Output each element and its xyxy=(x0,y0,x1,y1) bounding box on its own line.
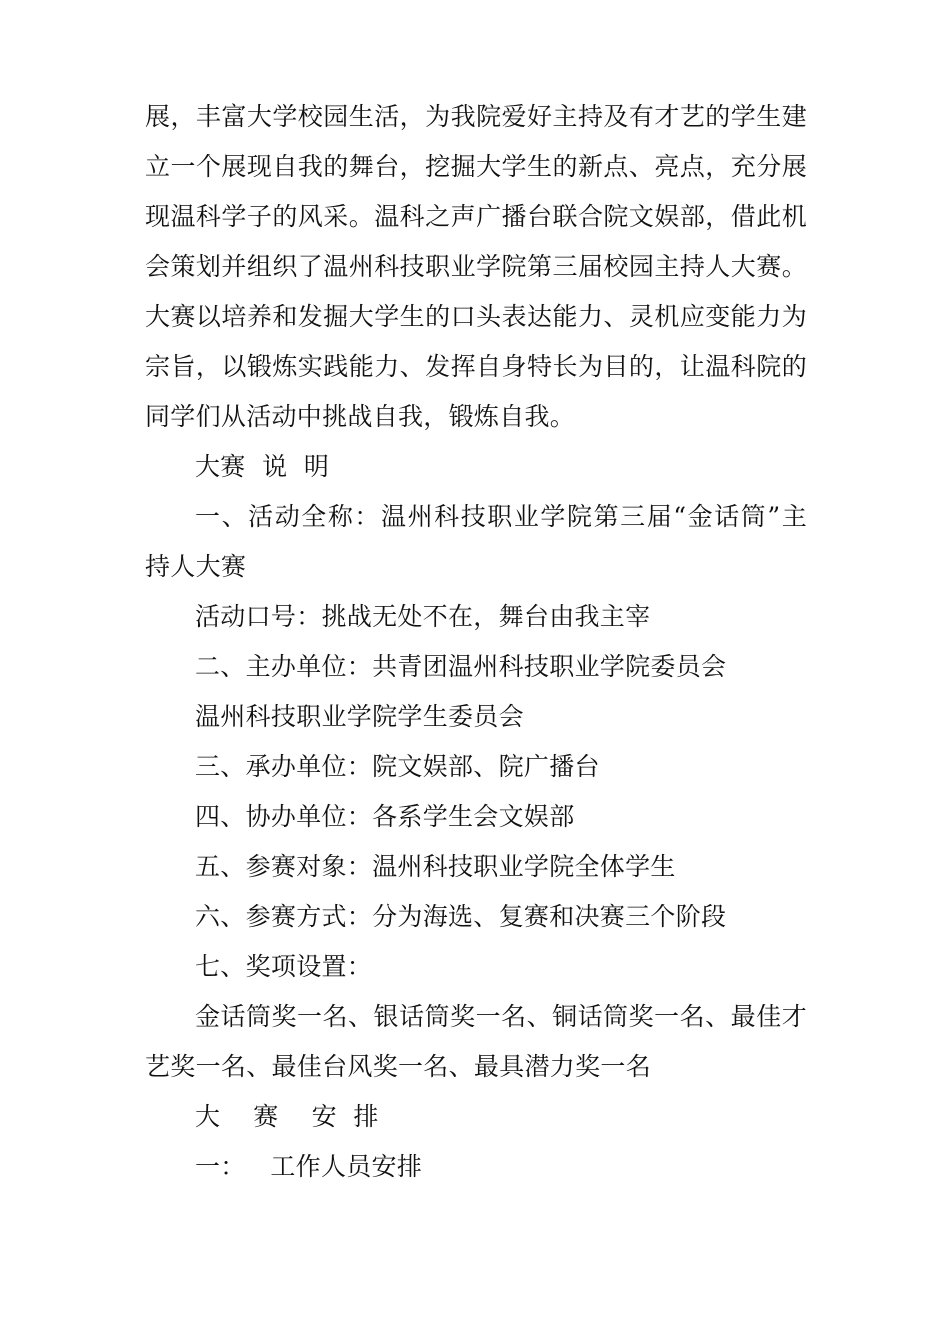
intro-line: 立一个展现自我的舞台，挖掘大学生的新点、亮点，充分展 xyxy=(145,152,807,181)
document-body xyxy=(145,92,807,1192)
section-rules-heading: 大赛 说 明 xyxy=(195,452,330,481)
intro-line: 会策划并组织了温州科技职业学院第三届校园主持人大赛。 xyxy=(145,252,807,281)
item-participants: 五、参赛对象：温州科技职业学院全体学生 xyxy=(195,852,676,881)
intro-line: 展，丰富大学校园生活，为我院爱好主持及有才艺的学生建 xyxy=(145,102,807,131)
item-activity-name-cont: 持人大赛 xyxy=(145,552,247,581)
awards-list-line: 艺奖一名、最佳台风奖一名、最具潜力奖一名 xyxy=(145,1052,652,1081)
intro-line: 同学们从活动中挑战自我，锻炼自我。 xyxy=(145,402,576,431)
item-activity-name: 一、活动全称：温州科技职业学院第三届“金话筒”主 xyxy=(195,502,807,531)
intro-line: 大赛以培养和发掘大学生的口头表达能力、灵机应变能力为 xyxy=(145,302,807,331)
item-organizer-cont: 温州科技职业学院学生委员会 xyxy=(195,702,524,731)
item-organizer: 二、主办单位：共青团温州科技职业学院委员会 xyxy=(195,652,727,681)
item-format: 六、参赛方式：分为海选、复赛和决赛三个阶段 xyxy=(195,902,727,931)
item-slogan: 活动口号：挑战无处不在，舞台由我主宰 xyxy=(195,602,651,631)
awards-list-line: 金话筒奖一名、银话筒奖一名、铜话筒奖一名、最佳才 xyxy=(195,1002,807,1031)
item-co-host: 四、协办单位：各系学生会文娱部 xyxy=(195,802,575,831)
intro-line: 宗旨，以锻炼实践能力、发挥自身特长为目的，让温科院的 xyxy=(145,352,807,381)
section-schedule-heading: 大 赛 安 排 xyxy=(195,1102,379,1131)
schedule-item-staff: 一： 工作人员安排 xyxy=(195,1152,423,1181)
item-host: 三、承办单位：院文娱部、院广播台 xyxy=(195,752,600,781)
item-awards: 七、奖项设置： xyxy=(195,952,373,981)
intro-line: 现温科学子的风采。温科之声广播台联合院文娱部，借此机 xyxy=(145,202,807,231)
